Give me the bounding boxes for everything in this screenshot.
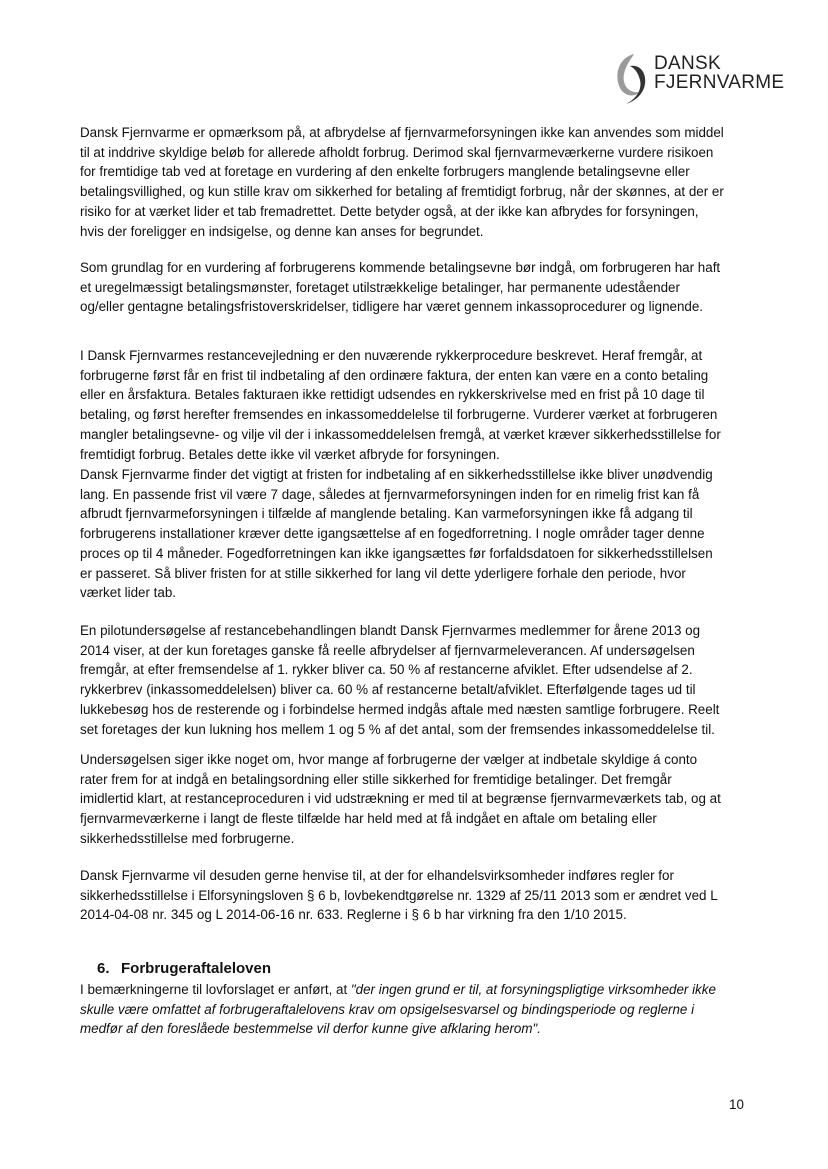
text-line: Dansk Fjernvarme vil desuden gerne henvise til, at der for elhandelsvirksomheder indføres regler for (80, 868, 674, 883)
text-line: Undersøgelsen siger ikke noget om, hvor mange af forbrugerne der vælger at indbetale skyldige á conto (80, 752, 698, 767)
text-line: værket lider tab. (80, 585, 177, 601)
text-line: En pilotundersøgelse af restancebehandlingen blandt Dansk Fjernvarmes medlemmer for årene 2013 og (80, 623, 701, 638)
text-line: sikkerhedsstillelse i Elforsyningsloven § 6 b, lovbekendtgørelse nr. 1329 af 25/11 2013 som er ændret ved L (80, 887, 718, 903)
text-line: eller en årsfaktura. Betales fakturaen ikke rettidigt udsendes en rykkerskrivelse med en frist på 10 dage til (80, 387, 705, 403)
text-line: risiko for at værket lider et tab fremadrettet. Dette betyder også, at der ikke kan afbrydes for forsyningen, (80, 203, 699, 219)
text-line: forbrugerne først får en frist til indbetaling af den ordinære faktura, der enten kan være en a conto betaling (80, 367, 709, 383)
text-line: fjernvarmeværkerne i langt de fleste tilfælde har held med at få indgået en aftale om betaling eller (80, 811, 657, 827)
text-line: fremtidigt forbrug. Betales dette ikke vil værket afbryde for forsyningen. (80, 446, 500, 462)
paragraph-5 (80, 621, 780, 739)
text-line: imidlertid klart, at restanceproceduren i vid udstrækning er med til at begrænse fjernvarmeværkets tab, og at (80, 791, 721, 807)
paragraph-7 (80, 866, 780, 925)
text-line: betalingsvillighed, og kun stille krav om sikkerhed for betaling af fremtidigt forbrug, når der skønnes, at der er (80, 184, 724, 200)
text-line: Dansk Fjernvarme er opmærksom på, at afbrydelse af fjernvarmeforsyningen ikke kan anvendes som middel (80, 125, 724, 140)
text-line: I Dansk Fjernvarmes restancevejledning er den nuværende rykkerprocedure beskrevet. Heraf fremgår, at (80, 348, 703, 363)
text-line: mangler betalingsevne- og vilje vil der i inkassomeddelelsen fremgå, at værket kræver sikkerhedsstillelse for (80, 426, 721, 442)
text-line: fremgår, at efter fremsendelse af 1. rykker bliver ca. 50 % af restancerne afviklet. Efter udsendelse af 2. (80, 662, 693, 678)
text-line: 2014 viser, at der kun foretages ganske få reelle afbrydelser af fjernvarmeleverancen. Af undersøgelsen (80, 642, 695, 658)
text-line: for fremtidige tab ved at foretage en vurdering af den enkelte forbrugers manglende betalingsevne eller (80, 164, 690, 180)
section-number: 6. (97, 960, 110, 977)
text-line: rykkerbrev (inkassomeddelelsen) bliver ca. 60 % af restancerne betalt/afviklet. Efterfølgende tages ud til (80, 682, 696, 698)
text-line: sikkerhedsstillelse med forbrugerne. (80, 830, 295, 846)
intro-text: I bemærkningerne til lovforslaget er anført, at (80, 982, 351, 997)
text-line: lukkebesøg hos de resterende og i forbindelse hermed indgås aftale med næsten samtlige forbrugere. Reelt (80, 701, 720, 717)
text-line: til at inddrive skyldige beløb for allerede afholdt forbrug. Derimod skal fjernvarmeværkerne vurdere risikoen (80, 144, 714, 160)
text-line: lang. En passende frist vil være 7 dage, således at fjernvarmeforsyningen inden for en rimelig frist kan få (80, 486, 700, 502)
paragraph-2 (80, 258, 780, 317)
text-line: er passeret. Så bliver fristen for at stille sikkerhed for lang vil dette yderligere forhale den periode, hvor (80, 565, 686, 581)
logo-text-line2: FJERNVARME (654, 72, 785, 93)
page-number: 10 (729, 1097, 744, 1112)
paragraph-3 (80, 346, 780, 464)
logo-text-line1: DANSK (654, 53, 721, 74)
paragraph-1 (80, 123, 780, 241)
text-line: 2014-04-08 nr. 345 og L 2014-06-16 nr. 633. Reglerne i § 6 b har virkning fra den 1/10 2015. (80, 907, 627, 923)
text-line: proces op til 4 måneder. Fogedforretningen kan ikke igangsættes før forfaldsdatoen for sikkerhedsstillelsen (80, 545, 713, 561)
quote-text: medfør af den foreslåede bestemmelse vil derfor kunne give afklaring herom". (80, 1021, 542, 1037)
text-line: set foretages der kun lukning hos mellem 1 og 5 % af det antal, som der fremsendes inkassomeddelelse til. (80, 721, 715, 737)
logo-swirl-icon (612, 50, 652, 106)
text-line: Som grundlag for en vurdering af forbrugerens kommende betalingsevne bør indgå, om forbrugeren har haft (80, 260, 721, 275)
quote-text: skulle være omfattet af forbrugeraftalelovens krav om opsigelsesvarsel og bindingsperiode og reglerne i (80, 1001, 695, 1017)
quote-text: "der ingen grund er til, at forsyningspligtige virksomheder ikke (350, 982, 716, 997)
section-heading (97, 960, 271, 977)
text-line: rater frem for at indgå en betalingsordning eller stille sikkerhed for fremtidige betalinger. Det fremgår (80, 771, 672, 787)
text-line: Dansk Fjernvarme finder det vigtigt at fristen for indbetaling af en sikkerhedsstillelse ikke bliver unødvendig (80, 467, 713, 482)
text-line: hvis der foreligger en indsigelse, og denne kan anses for begrundet. (80, 223, 484, 239)
text-line: afbrudt fjernvarmeforsyningen i tilfælde af manglende betaling. Kan varmeforsyningen ikke få adgang til (80, 506, 693, 522)
text-line: et uregelmæssigt betalingsmønster, foretaget utilstrækkelige betalinger, har permanente udeståender (80, 279, 680, 295)
dansk-fjernvarme-logo (612, 50, 785, 106)
text-line: og/eller gentagne betalingsfristoverskridelser, tidligere har været gennem inkassoprocedurer og lignende. (80, 299, 704, 315)
text-line: forbrugerens installationer kræver dette igangsættelse af en fogedforretning. I nogle områder tager denne (80, 526, 705, 542)
paragraph-4 (80, 465, 780, 603)
text-line: betaling, og først herefter fremsendes en inkassomeddelelse til forbrugerne. Vurderer værket at forbrugeren (80, 407, 718, 423)
paragraph-8 (80, 980, 780, 1039)
section-title: Forbrugeraftaleloven (121, 960, 272, 977)
paragraph-6 (80, 750, 780, 849)
